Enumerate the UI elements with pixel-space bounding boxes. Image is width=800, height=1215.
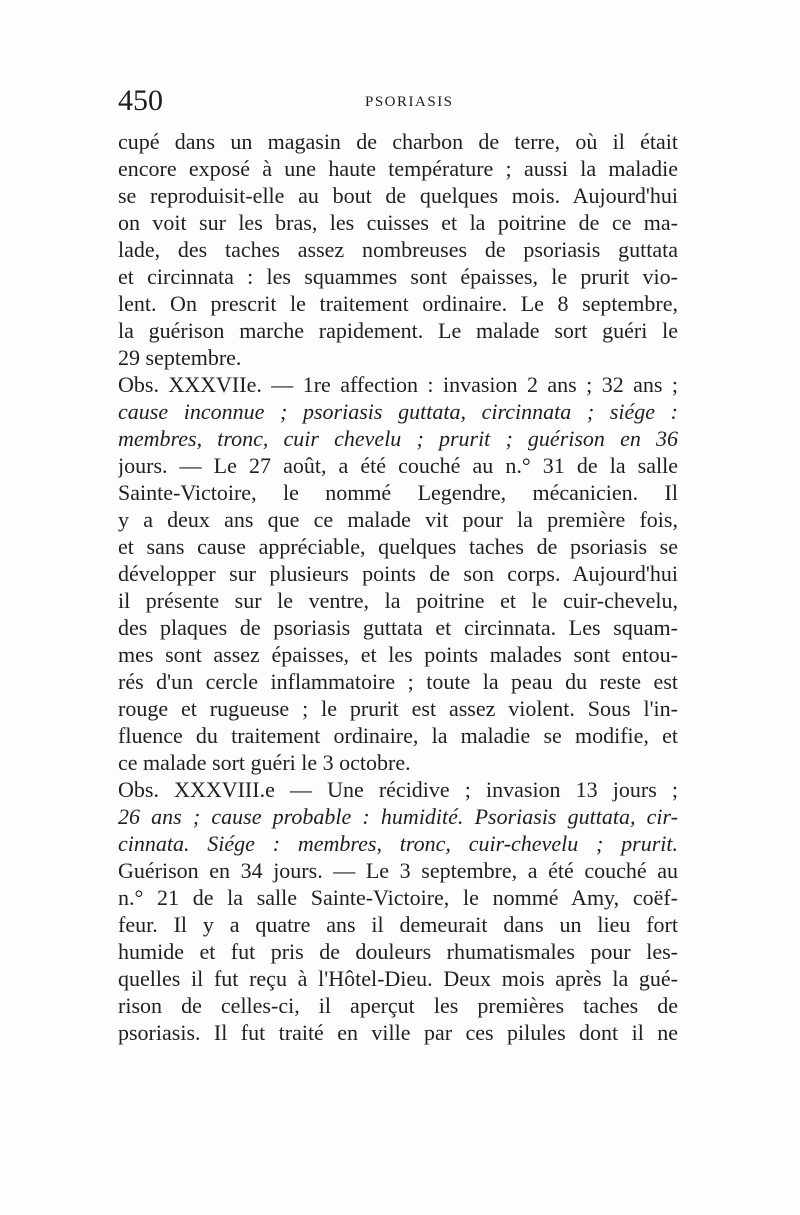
text-line: encore exposé à une haute température ; aussi la maladie — [118, 156, 678, 181]
observation-heading-line: Obs. XXXVIIe. — 1re affection : invasion 2 ans ; 32 ans ; — [118, 372, 678, 397]
observation-summary-line: membres, tronc, cuir chevelu ; prurit ; guérison en 36 — [118, 426, 678, 451]
text-line: on voit sur les bras, les cuisses et la poitrine de ce ma- — [118, 210, 678, 235]
text-line: psoriasis. Il fut traité en ville par ces pilules dont il ne — [118, 1020, 678, 1045]
text-line: Guérison en 34 jours. — Le 3 septembre, a été couché au — [118, 858, 678, 883]
page-header — [118, 84, 678, 118]
text-line: y a deux ans que ce malade vit pour la première fois, — [118, 507, 678, 532]
text-line: et sans cause appréciable, quelques taches de psoriasis se — [118, 534, 678, 559]
text-line: se reproduisit-elle au bout de quelques mois. Aujourd'hui — [118, 183, 678, 208]
text-line: jours. — Le 27 août, a été couché au n.° 31 de la salle — [118, 453, 678, 478]
text-line: quelles il fut reçu à l'Hôtel-Dieu. Deux mois après la gué- — [118, 966, 678, 991]
text-line: il présente sur le ventre, la poitrine et le cuir-chevelu, — [118, 588, 678, 613]
page-number: 450 — [118, 84, 163, 117]
text-line: rés d'un cercle inflammatoire ; toute la peau du reste est — [118, 669, 678, 694]
observation-summary-line: cinnata. Siége : membres, tronc, cuir-chevelu ; prurit. — [118, 831, 678, 856]
text-line: lent. On prescrit le traitement ordinaire. Le 8 septembre, — [118, 291, 678, 316]
text-line: feur. Il y a quatre ans il demeurait dans un lieu fort — [118, 912, 678, 937]
text-line: cupé dans un magasin de charbon de terre, où il était — [118, 129, 678, 154]
text-line: fluence du traitement ordinaire, la maladie se modifie, et — [118, 723, 678, 748]
text-line: lade, des taches assez nombreuses de psoriasis guttata — [118, 237, 678, 262]
text-line: rison de celles-ci, il aperçut les premières taches de — [118, 993, 678, 1018]
text-line: rouge et rugueuse ; le prurit est assez violent. Sous l'in- — [118, 696, 678, 721]
text-line: humide et fut pris de douleurs rhumatismales pour les- — [118, 939, 678, 964]
running-title: PSORIASIS — [365, 94, 454, 110]
text-line: la guérison marche rapidement. Le malade sort guéri le — [118, 318, 678, 343]
observation-summary-line: cause inconnue ; psoriasis guttata, circinnata ; siége : — [118, 399, 678, 424]
text-line: et circinnata : les squammes sont épaisses, le prurit vio- — [118, 264, 678, 289]
body-text — [118, 128, 678, 1046]
text-line: Sainte-Victoire, le nommé Legendre, mécanicien. Il — [118, 480, 678, 505]
text-line: des plaques de psoriasis guttata et circinnata. Les squam- — [118, 615, 678, 640]
text-line: développer sur plusieurs points de son corps. Aujourd'hui — [118, 561, 678, 586]
text-line: 29 septembre. — [118, 345, 242, 370]
text-line: n.° 21 de la salle Sainte-Victoire, le nommé Amy, coëf- — [118, 885, 678, 910]
observation-summary-line: 26 ans ; cause probable : humidité. Psoriasis guttata, cir- — [118, 804, 678, 829]
text-line: mes sont assez épaisses, et les points malades sont entou- — [118, 642, 678, 667]
observation-heading-line: Obs. XXXVIII.e — Une récidive ; invasion 13 jours ; — [118, 777, 678, 802]
text-line: ce malade sort guéri le 3 octobre. — [118, 750, 411, 775]
